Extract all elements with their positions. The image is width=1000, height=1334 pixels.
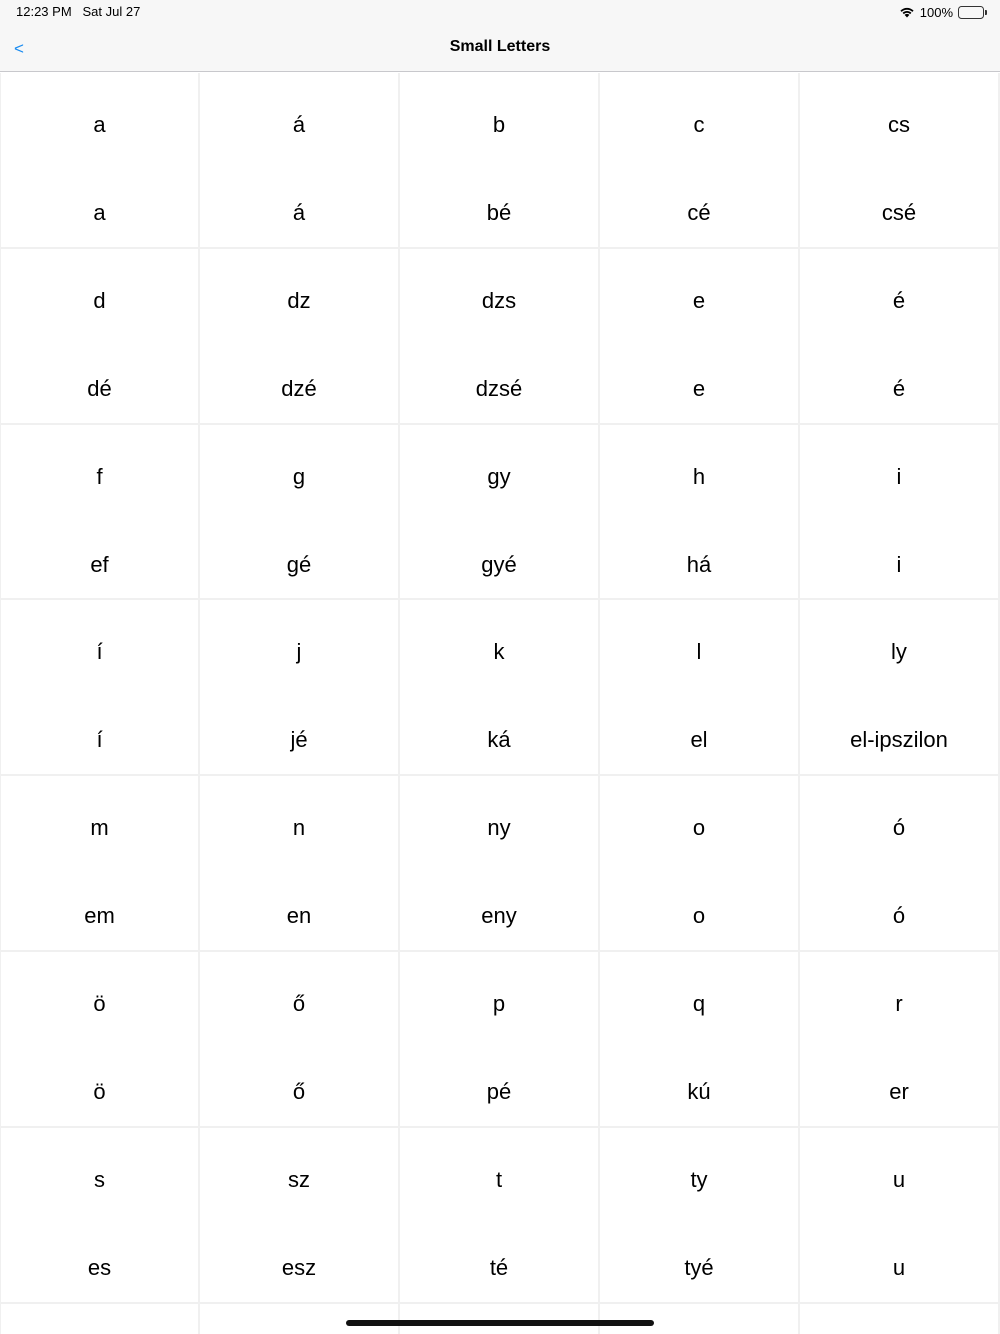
letter-cell[interactable] — [0, 73, 200, 249]
letter-cell[interactable] — [198, 776, 400, 952]
letter-name: dzé — [281, 375, 317, 401]
letter-cell[interactable] — [0, 1304, 200, 1334]
letter-name: cé — [687, 200, 711, 225]
letter-cell[interactable] — [798, 425, 1000, 601]
back-button[interactable]: < — [14, 36, 42, 62]
letter-glyph: dzs — [481, 287, 517, 313]
letter-glyph: d — [93, 287, 106, 313]
letter-glyph: l — [696, 639, 702, 665]
letter-glyph: ty — [690, 1166, 708, 1192]
letter-glyph: h — [692, 463, 706, 489]
letter-cell[interactable] — [398, 425, 600, 601]
letter-name: dzsé — [475, 375, 523, 401]
letter-name: en — [286, 903, 312, 929]
letter-name: jé — [290, 727, 308, 753]
letter-name: el-ipszilon — [850, 727, 948, 753]
letter-cell[interactable] — [398, 1304, 600, 1334]
letter-glyph: p — [492, 990, 506, 1016]
letter-glyph: m — [90, 815, 109, 841]
letter-glyph: b — [492, 112, 506, 137]
letter-glyph: i — [896, 463, 902, 489]
letter-cell[interactable] — [198, 1128, 400, 1304]
letter-glyph: ö — [93, 990, 106, 1016]
letter-name: em — [84, 903, 115, 929]
letter-name: bé — [486, 200, 512, 225]
letter-name: el — [690, 727, 708, 753]
letter-cell[interactable] — [598, 600, 800, 776]
letter-glyph: gy — [487, 463, 511, 489]
letter-cell[interactable] — [798, 1128, 1000, 1304]
letter-glyph: t — [495, 1166, 503, 1192]
letter-name: ő — [292, 1078, 306, 1104]
letter-cell[interactable] — [198, 952, 400, 1128]
letter-name: é — [892, 375, 906, 401]
letter-name: a — [93, 200, 106, 225]
letter-name: eny — [481, 903, 517, 929]
letter-glyph: o — [692, 815, 706, 841]
letter-name: á — [292, 200, 306, 225]
letter-glyph: s — [94, 1166, 105, 1192]
letter-glyph: ő — [292, 990, 306, 1016]
letter-name: er — [889, 1078, 909, 1104]
letter-cell[interactable] — [598, 1304, 800, 1334]
letter-cell[interactable] — [0, 776, 200, 952]
letter-glyph: n — [292, 815, 306, 841]
letter-cell[interactable] — [798, 600, 1000, 776]
status-clock: 12:23 PM — [16, 4, 72, 19]
battery-percent: 100% — [919, 4, 953, 20]
letter-name: gyé — [481, 551, 517, 577]
letter-cell[interactable] — [198, 1304, 400, 1334]
letter-cell[interactable] — [0, 249, 200, 425]
letter-glyph: ny — [487, 815, 511, 841]
home-indicator[interactable] — [346, 1320, 654, 1326]
letter-name: ef — [90, 551, 109, 577]
letter-glyph: q — [692, 990, 706, 1016]
letter-glyph: f — [96, 463, 103, 489]
page-title: Small Letters — [449, 38, 551, 55]
letter-name: csé — [881, 200, 917, 225]
letter-cell[interactable] — [798, 1304, 1000, 1334]
letter-cell[interactable] — [598, 1128, 800, 1304]
letter-cell[interactable] — [598, 425, 800, 601]
letter-glyph: ly — [891, 639, 907, 665]
letter-glyph: e — [692, 287, 706, 313]
letter-name: ká — [487, 727, 511, 753]
letter-glyph: é — [892, 287, 906, 313]
letter-glyph: á — [292, 112, 306, 137]
letter-cell[interactable] — [398, 1128, 600, 1304]
letter-cell[interactable] — [398, 249, 600, 425]
letter-name: ó — [892, 903, 906, 929]
letter-cell[interactable] — [798, 952, 1000, 1128]
status-indicators — [899, 3, 984, 21]
letter-cell[interactable] — [198, 73, 400, 249]
letter-glyph: g — [292, 463, 306, 489]
letter-name: u — [892, 1254, 906, 1280]
letter-cell[interactable] — [598, 73, 800, 249]
letter-cell[interactable] — [398, 776, 600, 952]
status-date: Sat Jul 27 — [82, 4, 141, 19]
letter-cell[interactable] — [598, 952, 800, 1128]
letter-name: gé — [286, 551, 312, 577]
letter-cell[interactable] — [398, 73, 600, 249]
letter-glyph: c — [693, 112, 705, 137]
letter-name: pé — [486, 1078, 512, 1104]
letter-name: esz — [281, 1254, 317, 1280]
letter-glyph: u — [892, 1166, 906, 1192]
letter-cell[interactable] — [198, 600, 400, 776]
letter-glyph: j — [296, 639, 302, 665]
letter-cell[interactable] — [398, 952, 600, 1128]
letter-name: ö — [93, 1078, 106, 1104]
letter-cell[interactable] — [0, 1128, 200, 1304]
letter-grid — [0, 73, 1000, 1334]
letter-glyph: í — [96, 639, 103, 665]
letter-glyph: sz — [288, 1166, 310, 1192]
navigation-bar — [0, 0, 1000, 72]
letter-name: e — [692, 375, 706, 401]
letter-glyph: ó — [892, 815, 906, 841]
letter-cell[interactable] — [798, 73, 1000, 249]
letter-cell[interactable] — [0, 600, 200, 776]
letter-cell[interactable] — [198, 249, 400, 425]
letter-cell[interactable] — [798, 776, 1000, 952]
letter-name: i — [896, 551, 902, 577]
letter-cell[interactable] — [598, 776, 800, 952]
letter-glyph: a — [93, 112, 106, 137]
letter-cell[interactable] — [0, 952, 200, 1128]
letter-name: té — [489, 1254, 509, 1280]
letter-cell[interactable] — [198, 425, 400, 601]
letter-glyph: r — [895, 990, 903, 1016]
wifi-icon — [899, 6, 915, 18]
battery-icon — [958, 6, 984, 19]
letter-name: dé — [87, 375, 112, 401]
letter-name: há — [686, 551, 712, 577]
letter-cell[interactable] — [798, 249, 1000, 425]
letter-name: tyé — [684, 1254, 714, 1280]
letter-name: o — [692, 903, 706, 929]
letter-glyph: k — [493, 639, 505, 665]
letter-cell[interactable] — [598, 249, 800, 425]
status-time — [16, 4, 140, 19]
letter-glyph: cs — [888, 112, 910, 137]
letter-name: es — [87, 1254, 112, 1280]
letter-cell[interactable] — [0, 425, 200, 601]
letter-name: í — [96, 727, 103, 753]
letter-name: kú — [687, 1078, 711, 1104]
letter-cell[interactable] — [398, 600, 600, 776]
letter-glyph: dz — [287, 287, 311, 313]
